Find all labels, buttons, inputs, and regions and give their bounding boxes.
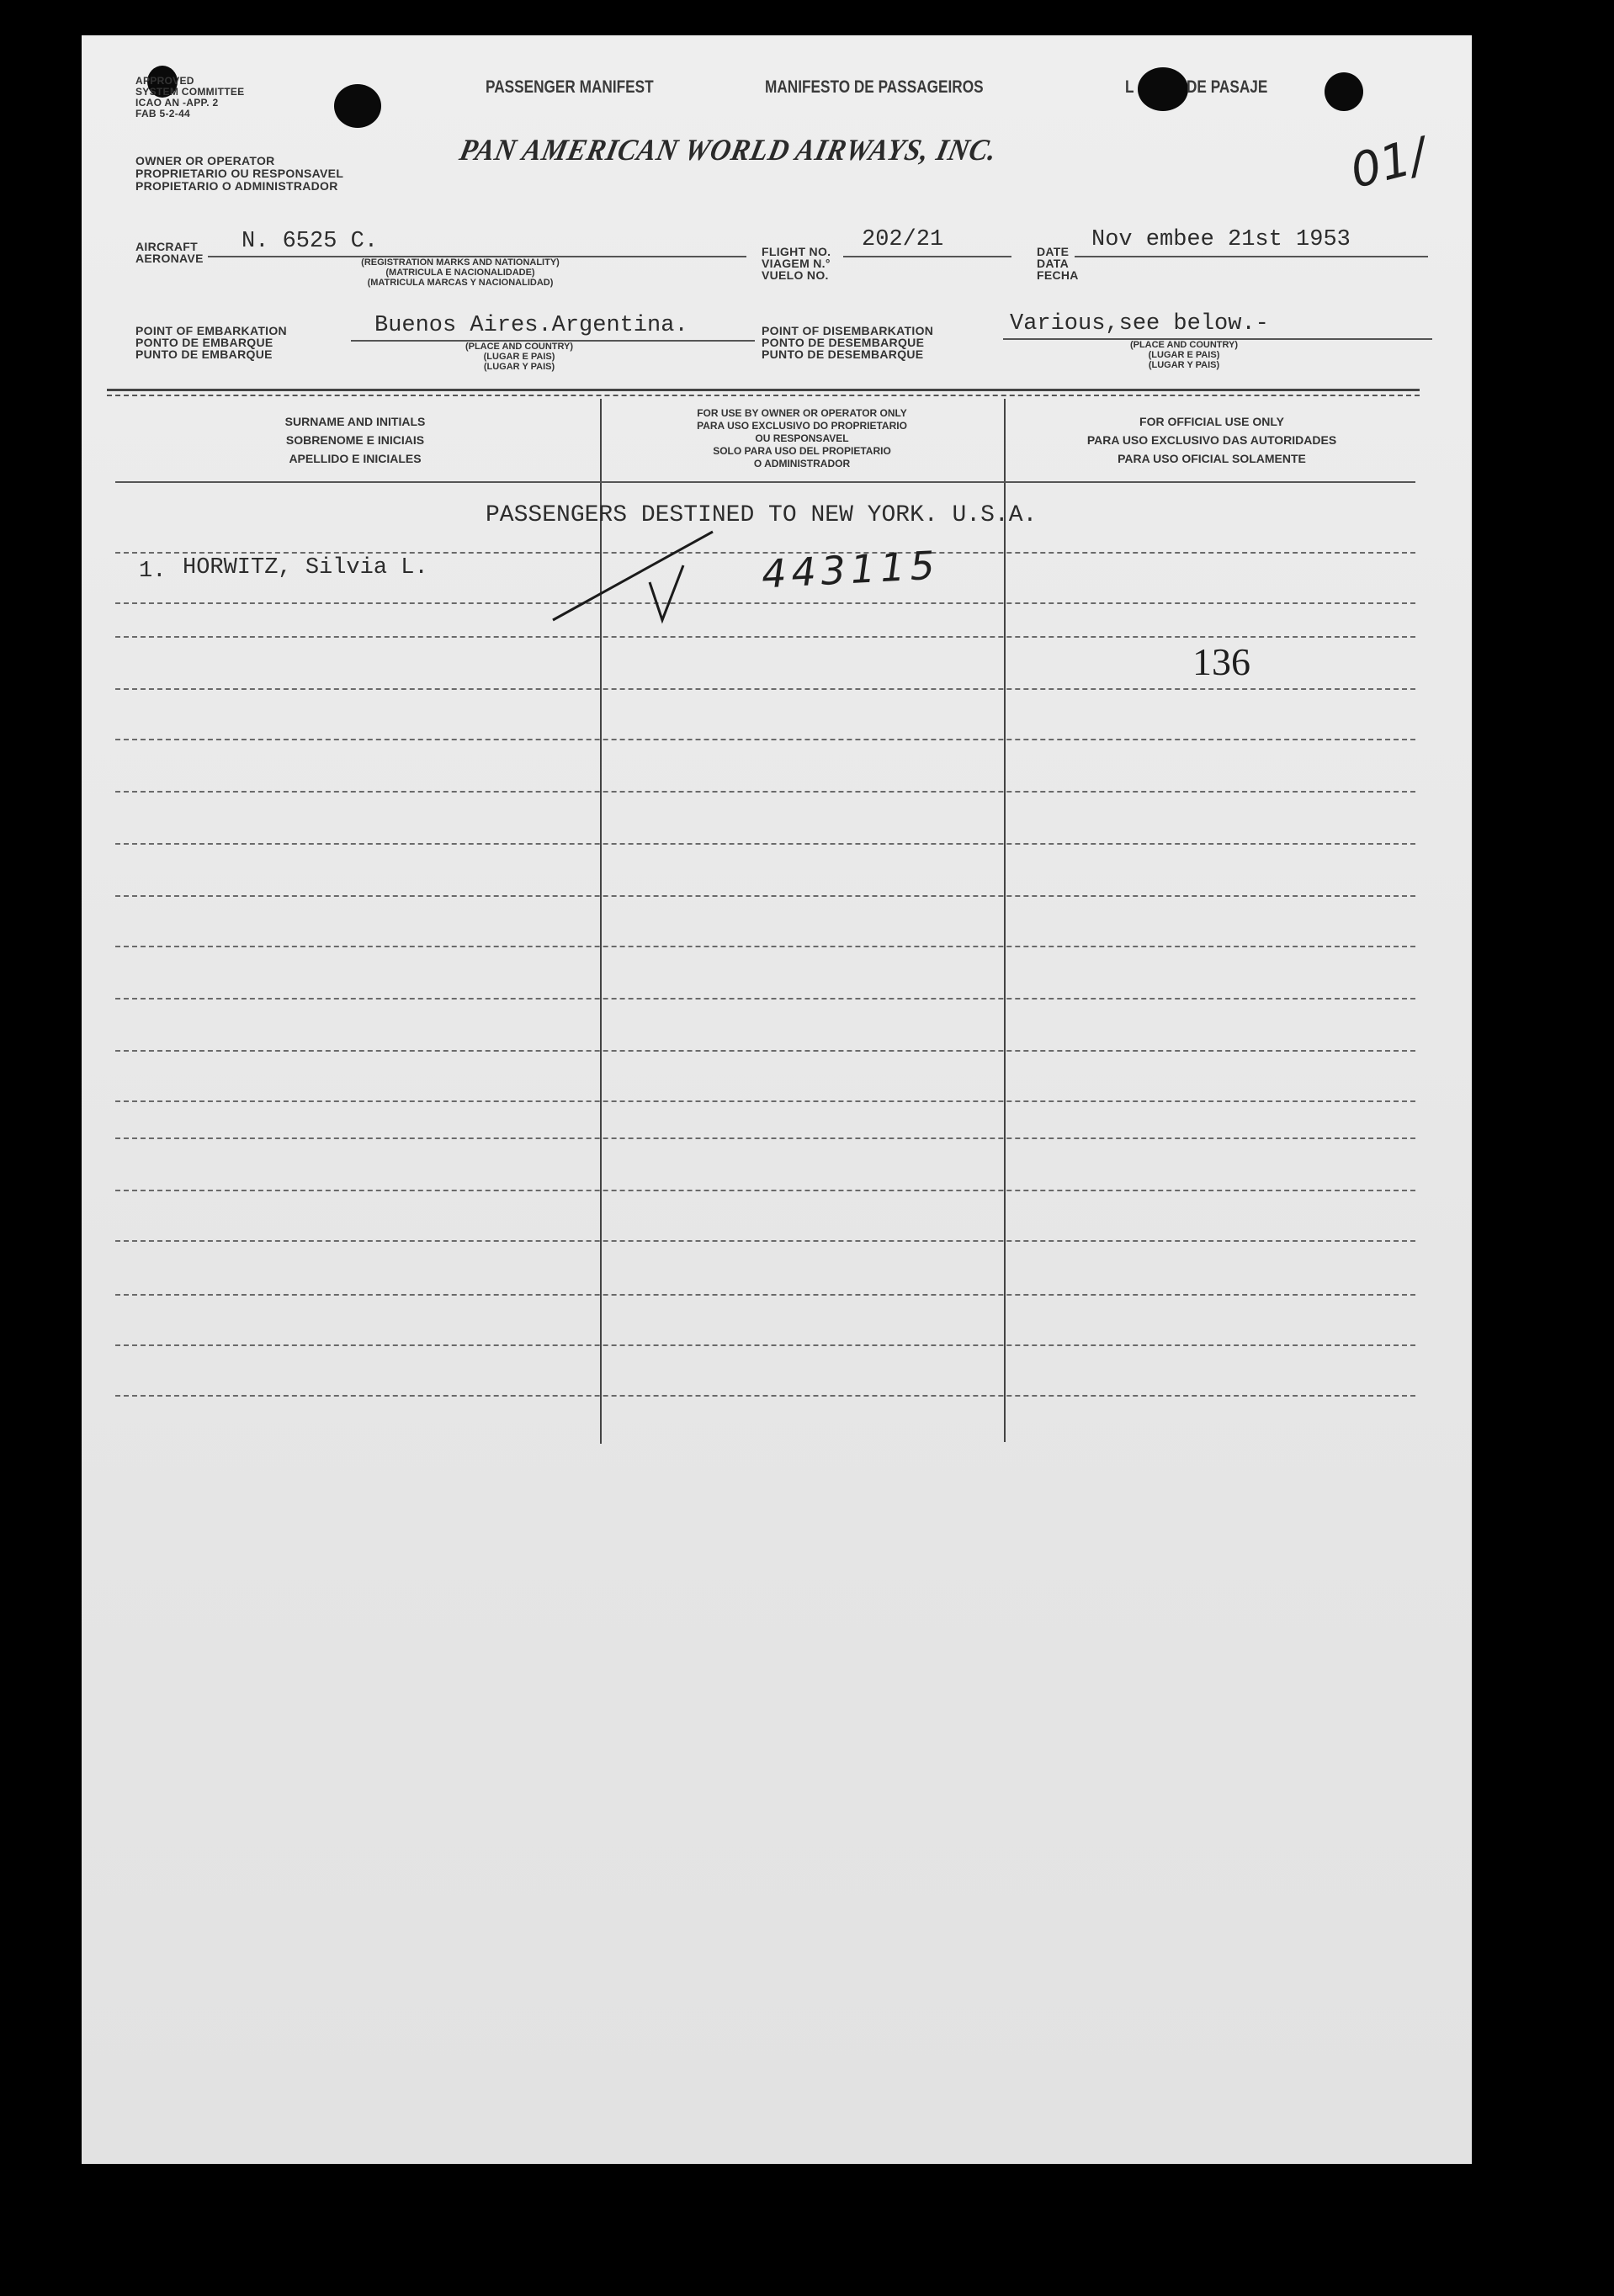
date-underline: [1075, 256, 1428, 257]
column-divider: [1004, 399, 1006, 1442]
title-spanish-left: L: [1125, 77, 1134, 97]
table-row-line: [115, 1190, 1415, 1191]
header-rule: [107, 395, 1420, 396]
table-row-line: [115, 688, 1415, 690]
column-header-official: FOR OFFICIAL USE ONLY PARA USO EXCLUSIVO DAS AUTORIDADES PARA USO OFICIAL SOLAMENTE: [1086, 415, 1337, 465]
manifest-page: [82, 35, 1472, 2164]
disembarkation-value: Various,see below.-: [1010, 311, 1269, 337]
column-header-surname: SURNAME AND INITIALS SOBRENOME E INICIAIS APELLIDO E INICIALES: [284, 415, 426, 465]
embarkation-label: POINT OF EMBARKATION PONTO DE EMBARQUE PUNTO DE EMBARQUE: [135, 324, 287, 361]
table-row-line: [115, 1294, 1415, 1296]
title-portuguese: MANIFESTO DE PASSAGEIROS: [765, 77, 984, 97]
title-english: PASSENGER MANIFEST: [486, 77, 654, 97]
table-row-line: [115, 1050, 1415, 1052]
table-row-line: [115, 895, 1415, 897]
table-row-line: [115, 1240, 1415, 1242]
table-row-line: [115, 739, 1415, 740]
table-row-line: [115, 1100, 1415, 1102]
embarkation-value: Buenos Aires.Argentina.: [374, 313, 688, 338]
table-row-line: [115, 1344, 1415, 1346]
table-row-line: [115, 946, 1415, 947]
official-number: 136: [1192, 640, 1250, 683]
destination-note: PASSENGERS DESTINED TO NEW YORK. U.S.A.: [486, 502, 1038, 528]
passenger-number: 1.: [139, 559, 167, 584]
embarkation-sublabel: (PLACE AND COUNTRY) (LUGAR E PAIS) (LUGAR Y PAIS): [465, 342, 574, 372]
title-spanish-right: DE PASAJE: [1187, 77, 1268, 97]
punch-hole: [1138, 67, 1188, 111]
passenger-operator-note: 443115: [760, 542, 941, 597]
date-label: DATE DATA FECHA: [1037, 245, 1079, 282]
handwritten-page-mark: 01/: [1345, 128, 1432, 199]
table-row-line: [115, 636, 1415, 638]
aircraft-label: AIRCRAFT AERONAVE: [135, 240, 204, 265]
flight-label: FLIGHT NO. VIAGEM N.° VUELO NO.: [762, 245, 831, 282]
table-row-line: [115, 843, 1415, 845]
punch-hole: [1325, 72, 1363, 111]
flight-value: 202/21: [862, 227, 944, 252]
table-row-line: [115, 998, 1415, 1000]
date-value: Nov embee 21st 1953: [1091, 227, 1351, 252]
table-rule: [115, 481, 1415, 483]
table-row-line: [115, 1137, 1415, 1139]
aircraft-value: N. 6525 C.: [242, 229, 379, 254]
column-header-operator: FOR USE BY OWNER OR OPERATOR ONLY PARA USO EXCLUSIVO DO PROPRIETARIO OU RESPONSAVEL SOLO PARA USO DEL PROPIETARIO O ADMINISTRADOR: [697, 407, 907, 469]
flight-underline: [843, 256, 1011, 257]
table-row-line: [115, 791, 1415, 793]
approval-block: APPROVED SYSTEM COMMITTEE ICAO AN -APP. 2 FAB 5-2-44: [135, 75, 245, 119]
header-rule: [107, 389, 1420, 391]
disembarkation-label: POINT OF DISEMBARKATION PONTO DE DESEMBARQUE PUNTO DE DESEMBARQUE: [762, 324, 934, 361]
aircraft-sublabel: (REGISTRATION MARKS AND NATIONALITY) (MATRICULA E NACIONALIDADE) (MATRICULA MARCAS Y NACIONALIDAD): [361, 257, 560, 288]
owner-operator-label: OWNER OR OPERATOR PROPRIETARIO OU RESPONSAVEL PROPIETARIO O ADMINISTRADOR: [135, 154, 344, 193]
table-row-line: [115, 1395, 1415, 1397]
airline-name: PAN AMERICAN WORLD AIRWAYS, INC.: [456, 133, 1001, 167]
disembarkation-sublabel: (PLACE AND COUNTRY) (LUGAR E PAIS) (LUGAR Y PAIS): [1129, 340, 1239, 370]
passenger-name: HORWITZ, Silvia L.: [183, 555, 428, 581]
punch-hole: [334, 84, 381, 128]
